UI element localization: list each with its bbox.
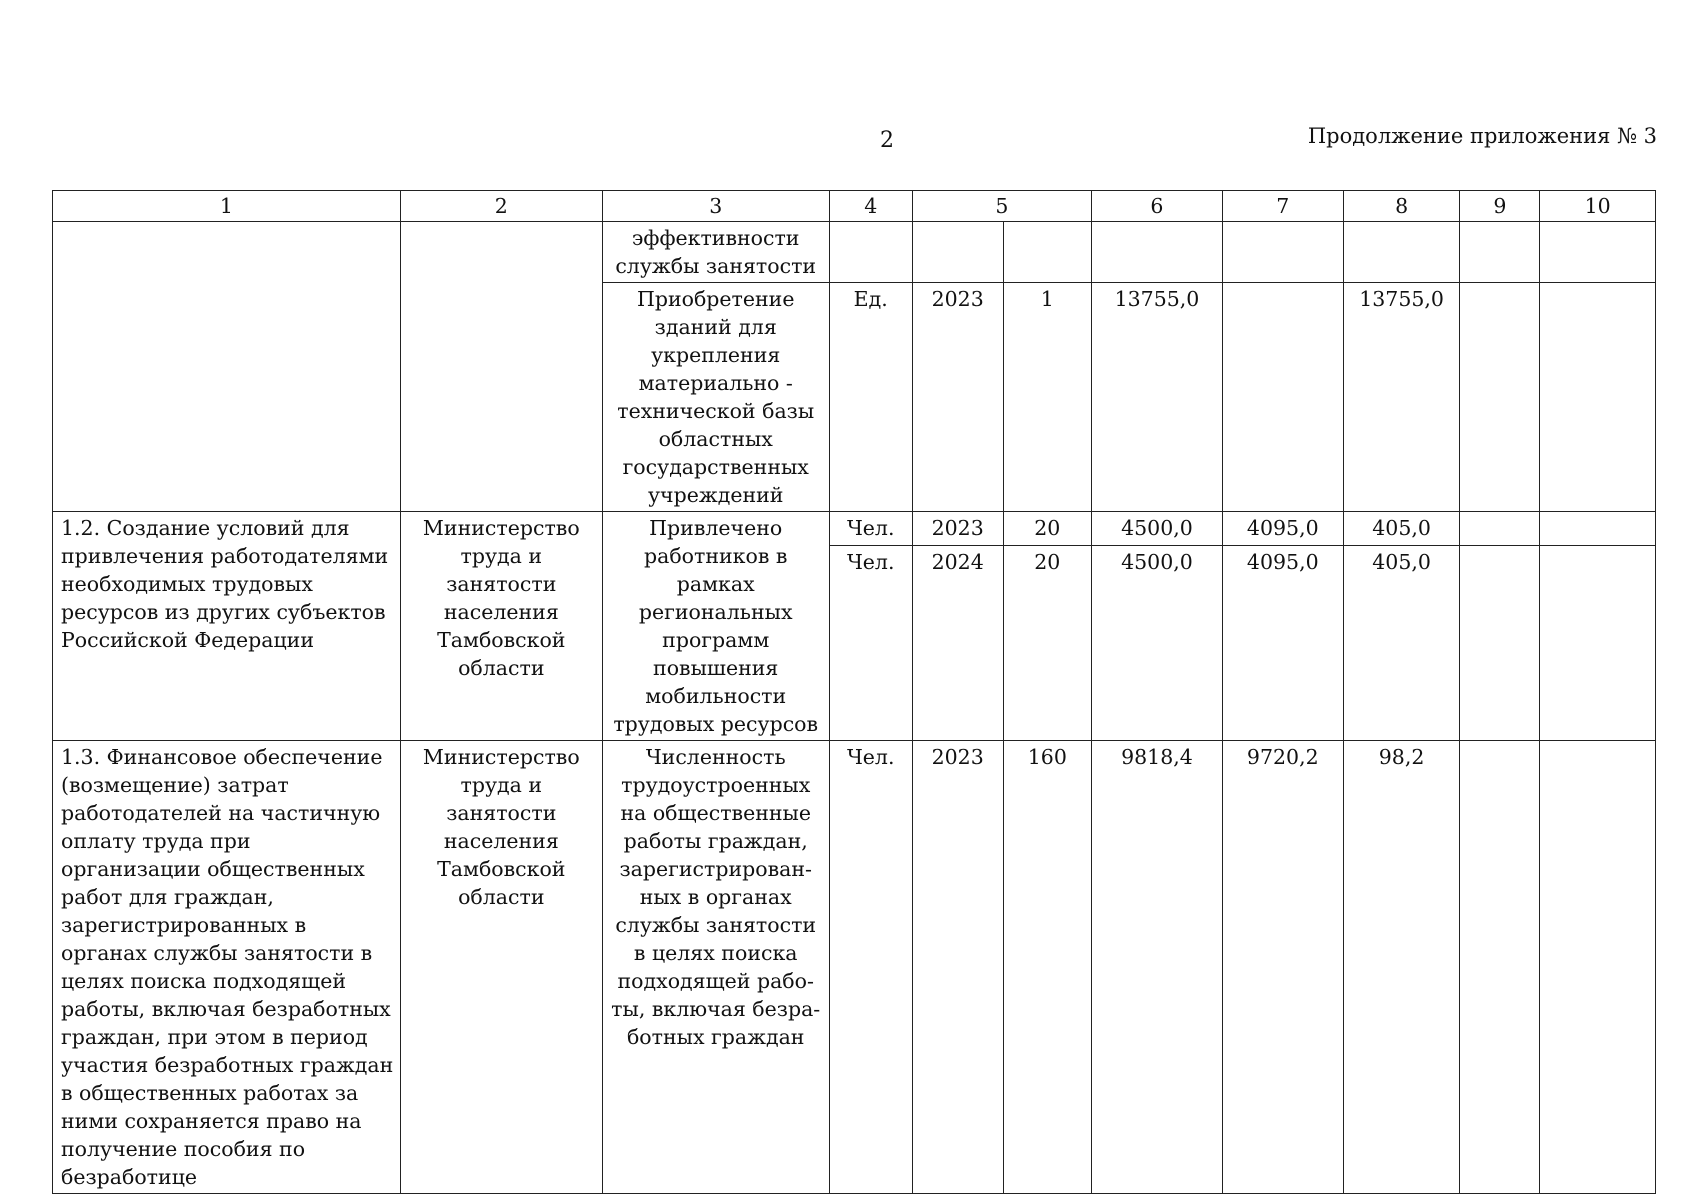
header-row bbox=[53, 191, 1656, 222]
col-header-3: 3 bbox=[602, 191, 829, 222]
program-table bbox=[52, 190, 1656, 1194]
quantity-cell: 20 bbox=[1003, 545, 1092, 740]
amount-federal-cell: 4095,0 bbox=[1222, 545, 1343, 740]
indicator-cell: эффективности службы занятости bbox=[602, 222, 829, 283]
indicator-cell: Привлечено работников в рамках региональных программ повышения мобильности трудовых ресурсов bbox=[602, 512, 829, 741]
year-cell: 2023 bbox=[912, 512, 1003, 546]
unit-cell: Чел. bbox=[829, 512, 912, 546]
amount-total-cell: 4500,0 bbox=[1092, 512, 1223, 546]
cell-empty bbox=[53, 222, 401, 512]
year-cell: 2023 bbox=[912, 741, 1003, 1194]
amount-total-cell: 4500,0 bbox=[1092, 545, 1223, 740]
col-header-2: 2 bbox=[400, 191, 602, 222]
amount-total-cell: 9818,4 bbox=[1092, 741, 1223, 1194]
col-header-1: 1 bbox=[53, 191, 401, 222]
page-number: 2 bbox=[880, 128, 894, 153]
amount-federal-cell: 4095,0 bbox=[1222, 512, 1343, 546]
col-header-4: 4 bbox=[829, 191, 912, 222]
unit-cell: Чел. bbox=[829, 545, 912, 740]
amount-regional-cell: 405,0 bbox=[1343, 545, 1460, 740]
measure-cell: 1.3. Финансовое обеспечение (возмещение) затрат работодателей на частичную оплату труда при организации общественных работ для граждан, зарегистрированных в органах службы занятости в целях поиска подходящей работы, включая безработных граждан, при этом в период участия безработных граждан в общественных работах за ними сохраняется право на получение пособия по безработице bbox=[53, 741, 401, 1194]
cell-empty bbox=[400, 222, 602, 512]
amount-regional-cell: 98,2 bbox=[1343, 741, 1460, 1194]
indicator-cell: Численность трудоустроенных на общественные работы граждан, зарегистрирован-ных в органах службы занятости в целях поиска подходящей рабо-ты, включая безра-ботных граждан bbox=[602, 741, 829, 1194]
measure-cell: 1.2. Создание условий для привлечения работодателями необходимых трудовых ресурсов из других субъектов Российской Федерации bbox=[53, 512, 401, 741]
unit-cell: Чел. bbox=[829, 741, 912, 1194]
amount-regional-cell: 405,0 bbox=[1343, 512, 1460, 546]
col-header-7: 7 bbox=[1222, 191, 1343, 222]
amount-federal-cell: 9720,2 bbox=[1222, 741, 1343, 1194]
col-header-8: 8 bbox=[1343, 191, 1460, 222]
quantity-cell: 160 bbox=[1003, 741, 1092, 1194]
amount-federal-cell bbox=[1222, 283, 1343, 512]
continuation-title: Продолжение приложения № 3 bbox=[1307, 124, 1657, 148]
table-row bbox=[53, 512, 1656, 546]
responsible-cell: Министерство труда и занятости населения Тамбовской области bbox=[400, 741, 602, 1194]
col-header-10: 10 bbox=[1540, 191, 1656, 222]
indicator-cell: Приобретение зданий для укрепления материально - технической базы областных государственных учреждений bbox=[602, 283, 829, 512]
quantity-cell: 1 bbox=[1003, 283, 1092, 512]
col-header-6: 6 bbox=[1092, 191, 1223, 222]
unit-cell: Ед. bbox=[829, 283, 912, 512]
quantity-cell: 20 bbox=[1003, 512, 1092, 546]
table-row bbox=[53, 222, 1656, 283]
amount-total-cell: 13755,0 bbox=[1092, 283, 1223, 512]
table-row bbox=[53, 741, 1656, 1194]
year-cell: 2023 bbox=[912, 283, 1003, 512]
col-header-5: 5 bbox=[912, 191, 1091, 222]
amount-regional-cell: 13755,0 bbox=[1343, 283, 1460, 512]
responsible-cell: Министерство труда и занятости населения Тамбовской области bbox=[400, 512, 602, 741]
year-cell: 2024 bbox=[912, 545, 1003, 740]
col-header-9: 9 bbox=[1460, 191, 1540, 222]
